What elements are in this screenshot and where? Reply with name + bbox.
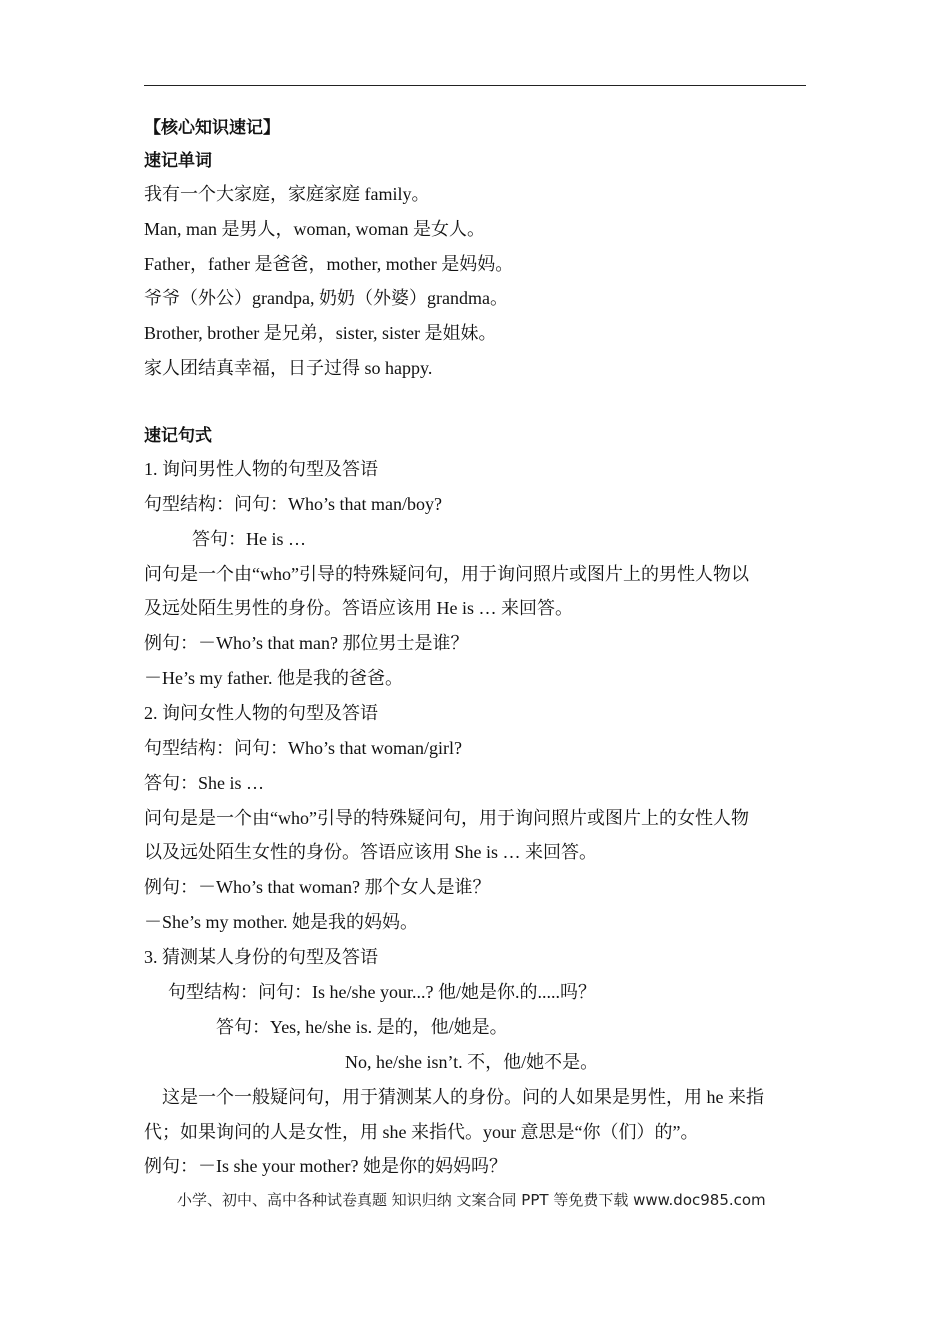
section-title-sentences: 速记句式 [144,426,212,446]
heading-core-knowledge: 【核心知识速记】 [144,118,280,138]
explanation-line: 及远处陌生男性的身份。答语应该用 He is … 来回答。 [144,598,573,618]
vocab-line: Brother, brother 是兄弟，sister, sister 是姐妹。 [144,323,497,343]
pattern-answer-2: 答句：She is … [144,773,265,793]
explanation-line: 问句是是一个由“who”引导的特殊疑问句，用于询问照片或图片上的女性人物 [144,808,749,828]
pattern-structure-2: 句型结构：问句：Who’s that woman/girl? [144,738,462,758]
example-question-3: 例句：－Is she your mother? 她是你的妈妈吗？ [144,1156,507,1176]
pattern-structure-3: 句型结构：问句：Is he/she your...? 他/她是你.的.....吗？ [168,982,596,1002]
section-title-vocabulary: 速记单词 [144,151,212,171]
example-answer-2: －She’s my mother. 她是我的妈妈。 [144,912,418,932]
explanation-line: 以及远处陌生女性的身份。答语应该用 She is … 来回答。 [144,842,598,862]
pattern-heading-2: 2. 询问女性人物的句型及答语 [144,703,378,723]
pattern-answer-1: 答句：He is … [192,529,306,549]
header-rule [144,85,806,86]
pattern-heading-3: 3. 猜测某人身份的句型及答语 [144,947,378,967]
vocab-line: Father，father 是爸爸，mother, mother 是妈妈。 [144,254,514,274]
vocab-line: 家人团结真幸福，日子过得 so happy. [144,358,433,378]
pattern-structure-1: 句型结构：问句：Who’s that man/boy? [144,494,442,514]
pattern-heading-1: 1. 询问男性人物的句型及答语 [144,459,378,479]
example-answer-1: －He’s my father. 他是我的爸爸。 [144,668,403,688]
vocab-line: 我有一个大家庭，家庭家庭 family。 [144,184,430,204]
explanation-line: 代；如果询问的人是女性，用 she 来指代。your 意思是“你（们）的”。 [144,1122,699,1142]
vocab-line: 爷爷（外公）grandpa, 奶奶（外婆）grandma。 [144,288,508,308]
explanation-line: 问句是一个由“who”引导的特殊疑问句，用于询问照片或图片上的男性人物以 [144,564,749,584]
pattern-answer-3-no: No, he/she isn’t. 不，他/她不是。 [345,1052,599,1072]
page-footer: 小学、初中、高中各种试卷真题 知识归纳 文案合同 PPT 等免费下载 www.doc985.com [177,1191,766,1209]
example-question-1: 例句：－Who’s that man? 那位男士是谁？ [144,633,469,653]
pattern-answer-3-yes: 答句：Yes, he/she is. 是的，他/她是。 [216,1017,508,1037]
vocab-line: Man, man 是男人，woman, woman 是女人。 [144,219,485,239]
explanation-line: 这是一个一般疑问句，用于猜测某人的身份。问的人如果是男性，用 he 来指 [162,1087,764,1107]
example-question-2: 例句：－Who’s that woman? 那个女人是谁？ [144,877,491,897]
